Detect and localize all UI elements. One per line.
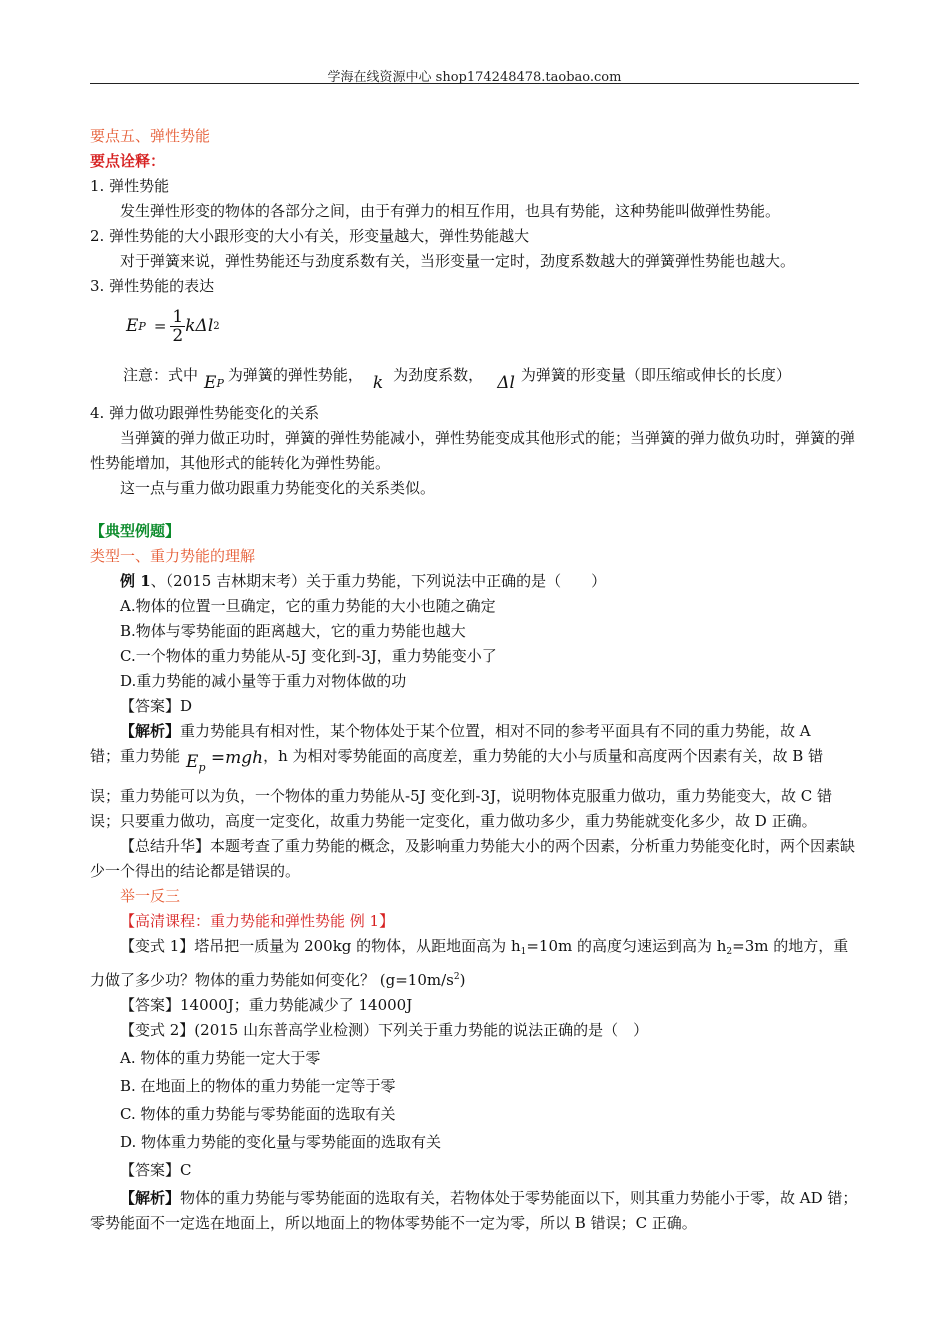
examples-heading: 【典型例题】	[90, 522, 181, 540]
variant-1-answer: 【答案】14000J；重力势能减少了 14000J	[120, 996, 413, 1014]
variant-1-sup: 2	[453, 972, 460, 982]
formula-note	[90, 353, 859, 397]
document-body	[90, 124, 859, 1236]
note-text-2: 为劲度系数，	[393, 365, 484, 384]
type-1-title: 类型一、重力势能的理解	[90, 547, 256, 565]
analysis-text-2b: ，h 为相对零势能面的高度差，重力势能的大小与质量和高度两个因素有关，故 B 错	[263, 747, 824, 765]
example-1-summary: 【总结升华】本题考查了重力势能的概念，及影响重力势能大小的两个因素，分析重力势能变化时，两个因素缺少一个得出的结论都是错误的。	[90, 837, 856, 880]
section-title: 要点五、弹性势能	[90, 127, 211, 145]
variant-1-text-c: =3m 的地方，重力做了多少功？物体的重力势能如何变化？ (g=10m/s	[90, 937, 849, 989]
variant-2-option-c: C. 物体的重力势能与零势能面的选取有关	[120, 1105, 396, 1123]
example-1-analysis-line1	[90, 719, 859, 744]
section-label: 要点诠释：	[90, 152, 166, 170]
example-1-option-d: D.重力势能的减小量等于重力对物体做的功	[120, 672, 407, 690]
variant-2-analysis-text: 物体的重力势能与零势能面的选取有关，若物体处于零势能面以下，则其重力势能小于零，故 AD 错；零势能面不一定选在地面上，所以地面上的物体零势能不一定为零，所以 B 错误；C 正确。	[90, 1189, 858, 1232]
note-symbol-ep: E	[204, 372, 217, 393]
analysis-label: 【解析】	[120, 722, 181, 740]
formula-exponent: 2	[213, 320, 220, 332]
variant-1-text-b: =10m 的高度匀速运到高为 h	[526, 937, 727, 955]
variant-2-answer: 【答案】C	[120, 1161, 192, 1179]
example-1-question	[90, 569, 859, 594]
practice-title: 举一反三	[120, 887, 181, 905]
formula-lhs: E	[126, 315, 139, 336]
variant-2-analysis	[90, 1186, 859, 1236]
variant-1-question	[90, 934, 859, 993]
page-header: 学海在线资源中心 shop174248478.taobao.com	[327, 70, 622, 85]
variant-2-option-a: A. 物体的重力势能一定大于零	[120, 1049, 321, 1067]
example-1-label: 例 1	[120, 572, 151, 590]
point-4-text-1: 当弹簧的弹力做正功时，弹簧的弹性势能减小，弹性势能变成其他形式的能；当弹簧的弹力做负功时，弹簧的弹性势能增加，其他形式的能转化为弹性势能。	[90, 429, 856, 472]
example-1-answer: 【答案】D	[120, 697, 193, 715]
point-2-title: 2. 弹性势能的大小跟形变的大小有关，形变量越大，弹性势能越大	[90, 227, 530, 245]
course-title: 【高清课程：重力势能和弹性势能 例 1】	[120, 912, 395, 930]
formula-fraction	[170, 308, 185, 345]
elastic-energy-formula	[90, 299, 859, 353]
example-1-option-c: C.一个物体的重力势能从-5J 变化到-3J，重力势能变小了	[120, 647, 497, 665]
example-1-analysis-line3: 误；重力势能可以为负，一个物体的重力势能从-5J 变化到-3J，说明物体克服重力做功，重力势能变大，故 C 错误；只要重力做功，高度一定变化，故重力势能一定变化，重力做功多少，重力势能就变化多少，故 D 正确。	[90, 787, 833, 830]
header-divider	[90, 83, 859, 84]
analysis-text-2a: 错；重力势能	[90, 747, 181, 765]
variant-1-text-d: )	[459, 971, 466, 989]
variant-1-sub2: 2	[726, 947, 733, 957]
fraction-numerator: 1	[172, 306, 184, 327]
variant-2-question: 【变式 2】(2015 山东普高学业检测）下列关于重力势能的说法正确的是（ ）	[120, 1021, 649, 1039]
analysis-formula-sub: p	[198, 761, 206, 774]
note-prefix: 注意：式中	[123, 365, 199, 384]
analysis-formula-e: E	[186, 752, 199, 772]
variant-1-text-a: 【变式 1】塔吊把一质量为 200kg 的物体，从距地面高为 h	[120, 937, 521, 955]
point-2-text: 对于弹簧来说，弹性势能还与劲度系数有关，当形变量一定时，劲度系数越大的弹簧弹性势能也越大。	[120, 252, 796, 270]
note-symbol-dl: Δl	[497, 372, 515, 393]
variant-2-option-b: B. 在地面上的物体的重力势能一定等于零	[120, 1077, 396, 1095]
variant-2-option-d: D. 物体重力势能的变化量与零势能面的选取有关	[120, 1133, 442, 1151]
note-symbol-ep-sub: P	[216, 376, 224, 390]
point-1-title: 1. 弹性势能	[90, 177, 170, 195]
variant-2-analysis-label: 【解析】	[120, 1189, 181, 1207]
example-1-question-text: 、（2015 吉林期末考）关于重力势能，下列说法中正确的是（ ）	[150, 572, 607, 590]
note-text-3: 为弹簧的形变量（即压缩或伸长的长度）	[520, 365, 791, 384]
example-1-option-a: A.物体的位置一旦确定，它的重力势能的大小也随之确定	[120, 597, 496, 615]
example-1-analysis-line2	[90, 744, 859, 778]
example-1-option-b: B.物体与零势能面的距离越大，它的重力势能也越大	[120, 622, 466, 640]
formula-rhs: kΔl	[185, 315, 214, 336]
point-1-text: 发生弹性形变的物体的各部分之间，由于有弹力的相互作用，也具有势能，这种势能叫做弹性势能。	[120, 202, 781, 220]
point-4-title: 4. 弹力做功跟弹性势能变化的关系	[90, 404, 320, 422]
fraction-denominator: 2	[172, 325, 184, 346]
note-symbol-k: k	[372, 372, 384, 393]
point-4-text-2: 这一点与重力做功跟重力势能变化的关系类似。	[120, 479, 436, 497]
note-text-1: 为弹簧的弹性势能，	[227, 365, 363, 384]
formula-equals: =	[153, 316, 167, 335]
point-3-title: 3. 弹性势能的表达	[90, 277, 215, 295]
variant-1-sub1: 1	[520, 947, 527, 957]
analysis-text-1: 重力势能具有相对性，某个物体处于某个位置，相对不同的参考平面具有不同的重力势能，故 A	[180, 722, 811, 740]
analysis-formula-rhs: =mgh	[205, 748, 264, 768]
formula-lhs-sub: P	[138, 319, 146, 333]
